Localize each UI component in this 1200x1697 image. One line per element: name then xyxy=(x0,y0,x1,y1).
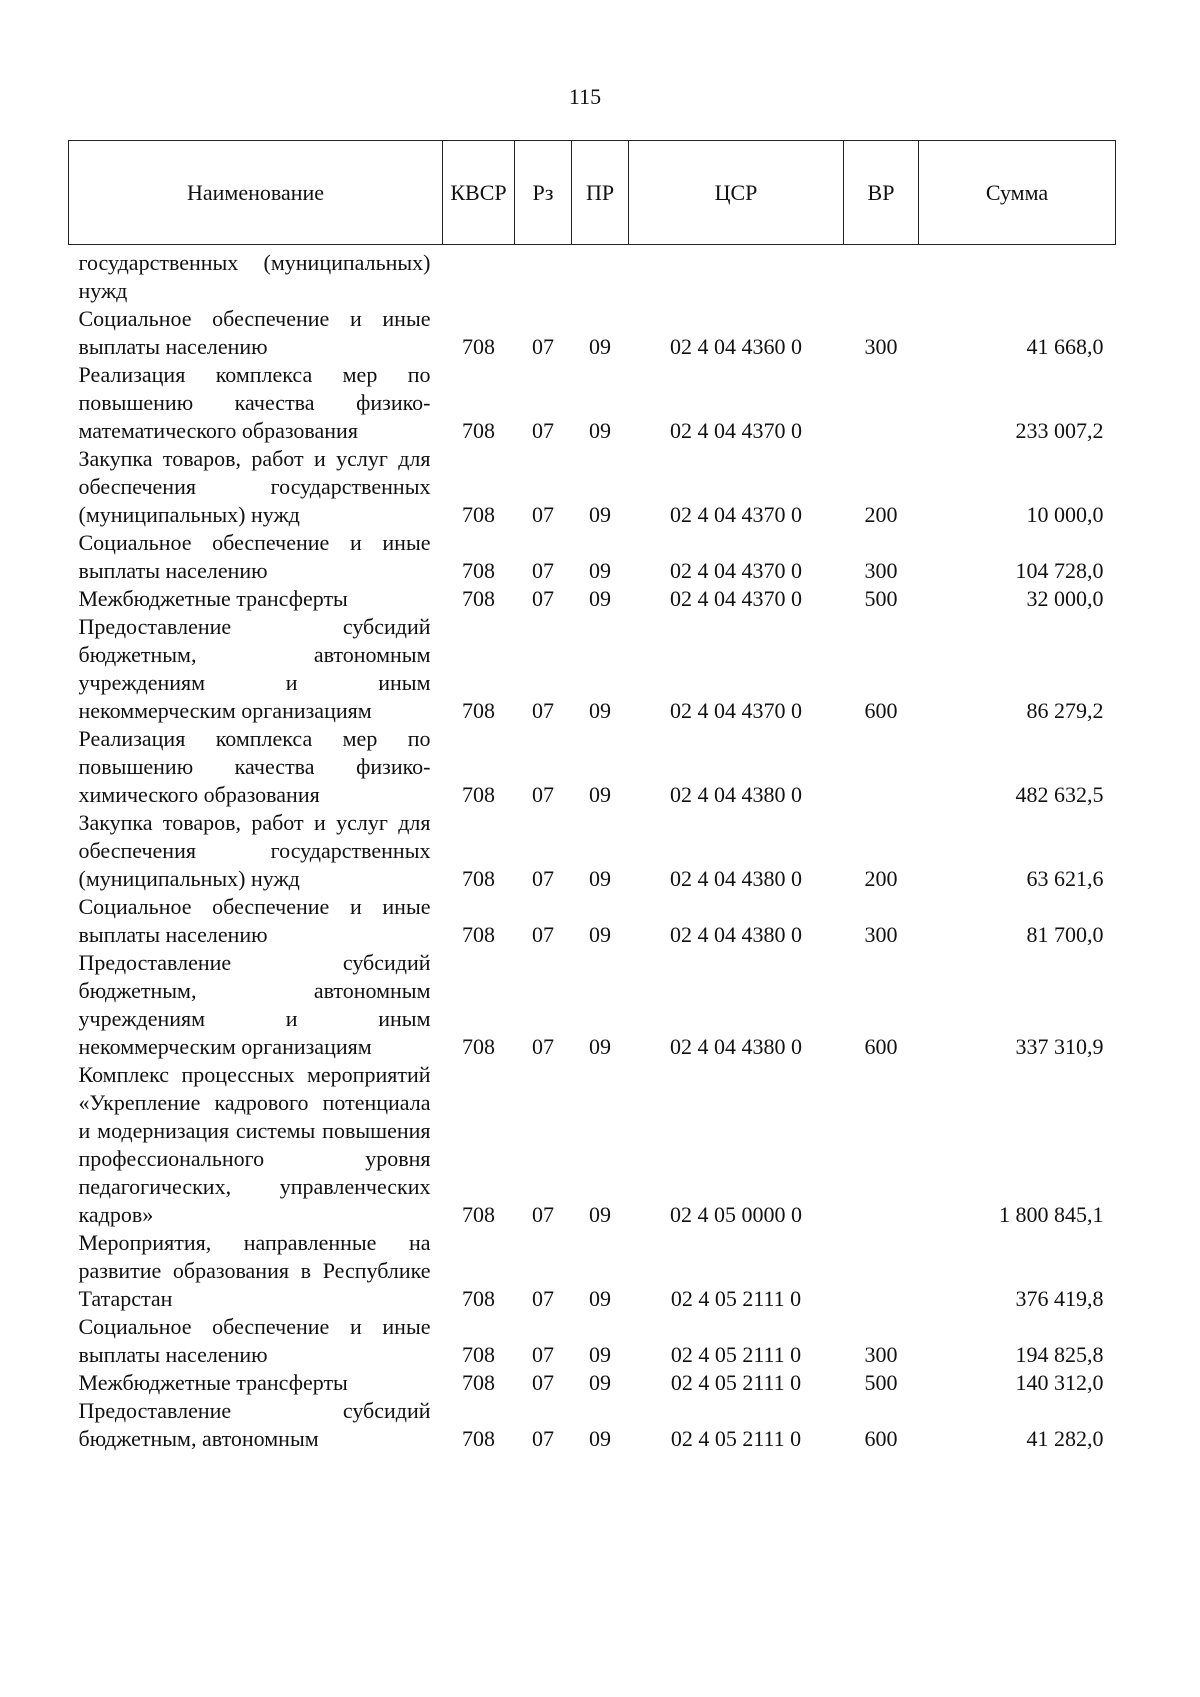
cell-vr: 200 xyxy=(864,866,898,891)
cell-rz: 07 xyxy=(532,866,554,891)
cell-csr: 02 4 04 4360 0 xyxy=(670,334,802,359)
cell-vr: 600 xyxy=(864,1034,898,1059)
table-body xyxy=(69,245,1116,1454)
cell-rz: 07 xyxy=(532,1202,554,1227)
cell-vr: 600 xyxy=(864,1426,898,1451)
cell-kvsr: 708 xyxy=(462,1342,495,1367)
cell-pr: 09 xyxy=(589,334,611,359)
budget-table xyxy=(68,140,1116,1453)
cell-name: Межбюджетные трансферты xyxy=(78,586,348,611)
cell-csr: 02 4 05 2111 0 xyxy=(670,1286,802,1311)
table-row xyxy=(69,613,1116,725)
cell-kvsr: 708 xyxy=(462,418,495,443)
cell-name: Комплекс процессных мероприятий «Укрепление кадрового потенциала и модернизация системы повышения профессионального уровня педагогических, управленческих кадров» xyxy=(78,1062,431,1227)
cell-sum: 140 312,0 xyxy=(1015,1370,1104,1395)
cell-name: Закупка товаров, работ и услуг для обеспечения государственных (муниципальных) нужд xyxy=(78,810,431,891)
cell-csr: 02 4 04 4370 0 xyxy=(670,418,802,443)
cell-kvsr: 708 xyxy=(462,866,495,891)
table-row xyxy=(69,1313,1116,1369)
cell-pr: 09 xyxy=(589,502,611,527)
cell-rz: 07 xyxy=(532,1370,554,1395)
cell-name: Предоставление субсидий бюджетным, автономным учреждениям и иным некоммерческим организациям xyxy=(78,950,431,1059)
cell-name: Реализация комплекса мер по повышению качества физико-математического образования xyxy=(78,362,431,443)
cell-rz: 07 xyxy=(532,1342,554,1367)
cell-csr: 02 4 04 4380 0 xyxy=(670,1034,802,1059)
cell-vr xyxy=(844,725,919,809)
cell-vr xyxy=(844,1061,919,1229)
cell-kvsr: 708 xyxy=(462,1370,495,1395)
cell-rz: 07 xyxy=(532,782,554,807)
table-row xyxy=(69,445,1116,529)
cell-vr: 600 xyxy=(864,698,898,723)
cell-kvsr: 708 xyxy=(462,1034,495,1059)
cell-pr: 09 xyxy=(589,1034,611,1059)
cell-kvsr: 708 xyxy=(462,334,495,359)
cell-pr: 09 xyxy=(589,1426,611,1451)
table-row xyxy=(69,361,1116,445)
cell-sum: 104 728,0 xyxy=(1015,558,1104,583)
cell-kvsr: 708 xyxy=(462,558,495,583)
cell-kvsr: 708 xyxy=(462,1286,495,1311)
cell-rz: 07 xyxy=(532,334,554,359)
cell-name: Социальное обеспечение и иные выплаты населению xyxy=(78,1314,431,1367)
cell-name: Закупка товаров, работ и услуг для обеспечения государственных (муниципальных) нужд xyxy=(78,446,431,527)
cell-kvsr: 708 xyxy=(462,782,495,807)
cell-sum: 41 282,0 xyxy=(1026,1426,1104,1451)
cell-name: Реализация комплекса мер по повышению качества физико-химического образования xyxy=(78,726,431,807)
table-row xyxy=(69,249,1116,305)
header-kvsr: КВСР xyxy=(443,141,515,245)
cell-vr xyxy=(844,249,919,305)
cell-name: государственных (муниципальных) нужд xyxy=(78,250,431,303)
cell-rz: 07 xyxy=(532,1286,554,1311)
cell-rz: 07 xyxy=(532,922,554,947)
table-row xyxy=(69,529,1116,585)
table-row xyxy=(69,585,1116,613)
cell-csr: 02 4 04 4370 0 xyxy=(670,502,802,527)
cell-pr: 09 xyxy=(589,1342,611,1367)
cell-csr: 02 4 05 2111 0 xyxy=(670,1426,802,1451)
cell-vr xyxy=(844,361,919,445)
table-row xyxy=(69,1397,1116,1453)
cell-sum: 86 279,2 xyxy=(1026,698,1104,723)
cell-rz xyxy=(515,249,572,305)
cell-name: Мероприятия, направленные на развитие образования в Республике Татарстан xyxy=(78,1230,431,1311)
cell-kvsr: 708 xyxy=(462,586,495,611)
cell-pr: 09 xyxy=(589,418,611,443)
cell-sum: 81 700,0 xyxy=(1026,922,1104,947)
cell-rz: 07 xyxy=(532,1034,554,1059)
cell-kvsr: 708 xyxy=(462,1426,495,1451)
cell-kvsr xyxy=(443,249,515,305)
cell-kvsr: 708 xyxy=(462,698,495,723)
table-row xyxy=(69,893,1116,949)
cell-sum: 63 621,6 xyxy=(1026,866,1104,891)
cell-rz: 07 xyxy=(532,418,554,443)
cell-rz: 07 xyxy=(532,502,554,527)
cell-csr: 02 4 04 4380 0 xyxy=(670,866,802,891)
table-row xyxy=(69,725,1116,809)
table-header xyxy=(69,141,1116,245)
cell-pr: 09 xyxy=(589,1202,611,1227)
cell-csr: 02 4 05 0000 0 xyxy=(670,1202,802,1227)
table-row xyxy=(69,1369,1116,1397)
table-row xyxy=(69,809,1116,893)
cell-vr: 300 xyxy=(864,1342,898,1367)
cell-vr: 500 xyxy=(864,1370,898,1395)
cell-vr: 500 xyxy=(864,586,898,611)
header-vr: ВР xyxy=(844,141,919,245)
cell-name: Межбюджетные трансферты xyxy=(78,1370,348,1395)
cell-rz: 07 xyxy=(532,558,554,583)
cell-pr: 09 xyxy=(589,866,611,891)
table-row xyxy=(69,1061,1116,1229)
cell-name: Социальное обеспечение и иные выплаты населению xyxy=(78,530,431,583)
cell-rz: 07 xyxy=(532,586,554,611)
cell-name: Социальное обеспечение и иные выплаты населению xyxy=(78,306,431,359)
header-rz: Рз xyxy=(515,141,572,245)
cell-csr: 02 4 04 4380 0 xyxy=(670,922,802,947)
cell-csr: 02 4 04 4370 0 xyxy=(670,698,802,723)
header-sum: Сумма xyxy=(919,141,1116,245)
cell-name: Предоставление субсидий бюджетным, автономным учреждениям и иным некоммерческим организациям xyxy=(78,614,431,723)
page-number: 115 xyxy=(568,84,602,109)
cell-pr: 09 xyxy=(589,698,611,723)
cell-csr: 02 4 04 4370 0 xyxy=(670,586,802,611)
cell-csr: 02 4 04 4370 0 xyxy=(670,558,802,583)
cell-vr xyxy=(844,1229,919,1313)
cell-pr: 09 xyxy=(589,558,611,583)
cell-vr: 300 xyxy=(864,334,898,359)
cell-pr: 09 xyxy=(589,922,611,947)
cell-csr: 02 4 04 4380 0 xyxy=(670,782,802,807)
cell-rz: 07 xyxy=(532,698,554,723)
table-row xyxy=(69,1229,1116,1313)
cell-pr: 09 xyxy=(589,586,611,611)
cell-rz: 07 xyxy=(532,1426,554,1451)
header-pr: ПР xyxy=(572,141,629,245)
cell-csr: 02 4 05 2111 0 xyxy=(670,1370,802,1395)
cell-name: Предоставление субсидий бюджетным, автономным xyxy=(78,1398,431,1451)
cell-csr xyxy=(629,249,844,305)
cell-sum: 32 000,0 xyxy=(1026,586,1104,611)
header-name: Наименование xyxy=(69,141,443,245)
cell-sum: 337 310,9 xyxy=(1015,1034,1104,1059)
header-csr: ЦСР xyxy=(629,141,844,245)
cell-pr: 09 xyxy=(589,1286,611,1311)
cell-pr xyxy=(572,249,629,305)
cell-pr: 09 xyxy=(589,782,611,807)
cell-name: Социальное обеспечение и иные выплаты населению xyxy=(78,894,431,947)
cell-sum: 41 668,0 xyxy=(1026,334,1104,359)
cell-sum: 1 800 845,1 xyxy=(999,1202,1104,1227)
cell-sum: 10 000,0 xyxy=(1026,502,1104,527)
cell-vr: 200 xyxy=(864,502,898,527)
table-row xyxy=(69,305,1116,361)
table-row xyxy=(69,949,1116,1061)
cell-sum: 376 419,8 xyxy=(1015,1286,1104,1311)
cell-vr: 300 xyxy=(864,922,898,947)
cell-kvsr: 708 xyxy=(462,922,495,947)
cell-sum xyxy=(919,249,1116,305)
cell-vr: 300 xyxy=(864,558,898,583)
cell-kvsr: 708 xyxy=(462,1202,495,1227)
cell-csr: 02 4 05 2111 0 xyxy=(670,1342,802,1367)
cell-sum: 482 632,5 xyxy=(1015,782,1104,807)
cell-pr: 09 xyxy=(589,1370,611,1395)
cell-kvsr: 708 xyxy=(462,502,495,527)
cell-sum: 233 007,2 xyxy=(1015,418,1104,443)
cell-sum: 194 825,8 xyxy=(1015,1342,1104,1367)
